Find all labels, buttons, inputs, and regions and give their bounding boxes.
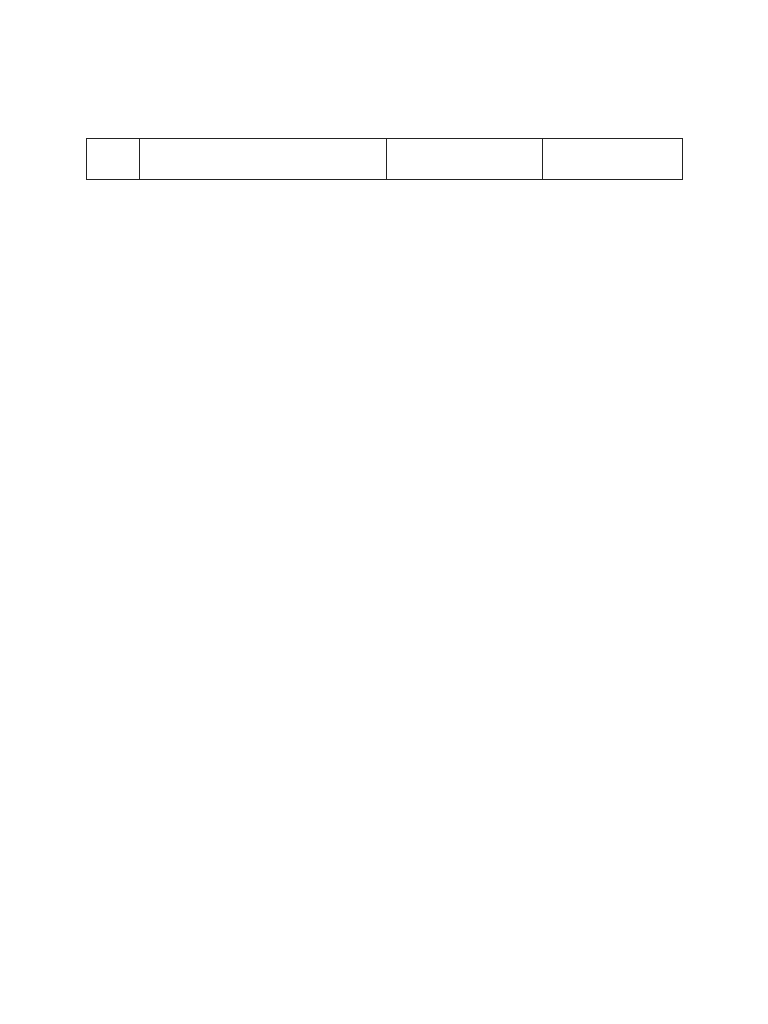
header-row xyxy=(87,139,683,180)
header-no xyxy=(87,139,140,180)
header-keadaan xyxy=(543,139,683,180)
header-kuantiti xyxy=(387,139,543,180)
header-alatan xyxy=(140,139,387,180)
holly-border-top-icon xyxy=(28,30,740,46)
holly-border-right-icon xyxy=(722,30,738,1024)
equipment-table xyxy=(86,138,683,180)
holly-border-left-icon xyxy=(28,30,44,1024)
